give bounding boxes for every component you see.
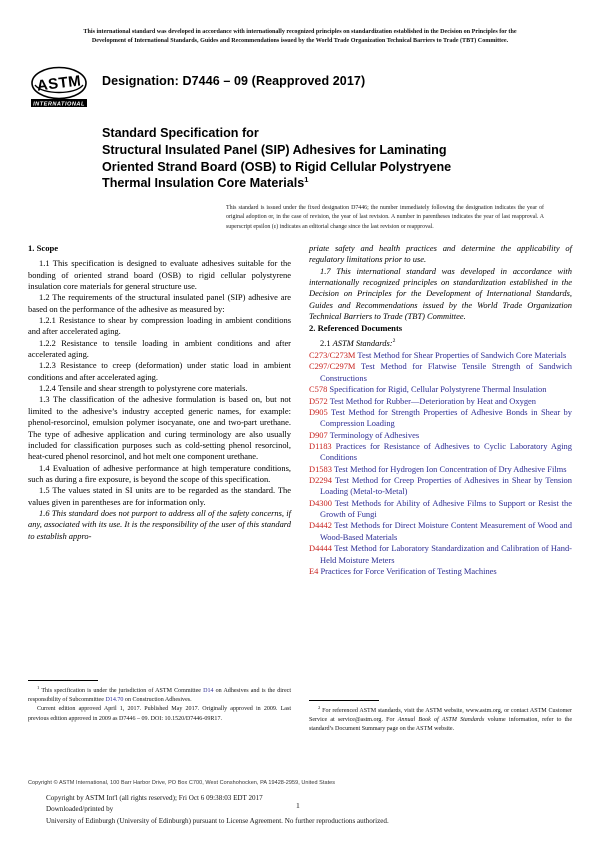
license-line-1: Copyright by ASTM Int'l (all rights reserved); Fri Oct 6 09:38:03 EDT 2017 [46, 794, 263, 802]
svg-text:ASTM: ASTM [35, 72, 83, 95]
footnote-edition-info: Current edition approved April 1, 2017. Published May 2017. Originally approved in 2009. Last previous edition approved in 2009 as D7446 – 09. DOI: 10.1520/D7446-09R17. [28, 706, 291, 722]
tbt-header-note [28, 28, 572, 46]
body-columns [28, 243, 572, 577]
referenced-standards-list [309, 350, 572, 577]
footnote-2-text-a: For referenced ASTM standards, visit the ASTM website, www.astm.org, or contact ASTM Customer Service at service@astm.org. For [309, 708, 572, 724]
paragraph-1-4: 1.4 Evaluation of adhesive performance at high temperature conditions, such as during a fire exposure, is beyond the scope of this specification. [28, 462, 291, 484]
title-line-3: Oriented Strand Board (OSB) to Rigid Cellular Polystryene [102, 159, 452, 174]
footnote-2 [309, 705, 572, 735]
tbt-note-line-2: Development of International Standards, Guides and Recommendations issued by the World Trade Organization Technical Barriers to Trade (TBT) Committee. [91, 38, 509, 45]
designation-label: Designation: D7446 – 09 (Reapproved 2017) [102, 74, 366, 89]
subsection-heading-astm-standards [309, 338, 572, 349]
list-item[interactable] [309, 441, 572, 464]
left-column [28, 243, 291, 577]
footnote-1-text-b: on Adhesives and is the direct responsibility of Subcommittee [28, 688, 291, 704]
standard-title: Test Method for Creep Properties of Adhesives in Shear by Tension Loading (Metal-to-Metal) [320, 475, 572, 497]
standard-designation[interactable]: D4300 [309, 497, 332, 508]
footnote-divider [28, 680, 98, 681]
paragraph-1-5: 1.5 The values stated in SI units are to be regarded as the standard. The values given in parentheses are for information only. [28, 485, 291, 507]
standard-designation[interactable]: D4444 [309, 543, 332, 554]
footnote-1-text-a: This specification is under the jurisdiction of ASTM Committee [41, 688, 204, 695]
paragraph-1-6: 1.6 This standard does not purport to address all of the safety concerns, if any, associated with its use. It is the responsibility of the user of this standard to establish appro- [28, 508, 291, 541]
subsection-number: 2.1 [320, 337, 333, 348]
list-item[interactable] [309, 350, 572, 361]
standard-title: Test Method for Rubber—Deterioration by Heat and Oxygen [329, 395, 537, 406]
list-item[interactable] [309, 475, 572, 498]
copyright-notice: Copyright © ASTM International, 100 Barr Harbor Drive, PO Box C700, West Conshohocken, PA 19428-2959, United States [28, 780, 336, 786]
footnote-2-text-b: volume information, refer to the standard’s Document Summary page on the ASTM website. [309, 717, 573, 733]
standard-designation[interactable]: D572 [309, 395, 328, 406]
list-item[interactable] [309, 407, 572, 430]
standard-issue-note: This standard is issued under the fixed designation D7446; the number immediately following the designation indicates the year of original adoption or, in the case of revision, the year of last revision. A number in parentheses indicates the year of last reapproval. A superscript epsilon (ε) indicates an editorial change since the last revision or reapproval. [226, 204, 544, 231]
paragraph-1-2-3: 1.2.3 Resistance to creep (deformation) under static load in ambient conditions and after accelerated aging. [28, 360, 291, 382]
standard-title: Test Methods for Direct Moisture Content Measurement of Wood and Wood-Based Materials [320, 520, 572, 542]
subcommittee-link[interactable]: D14.70 [105, 697, 124, 704]
paragraph-1-1: 1.1 This specification is designed to evaluate adhesives suitable for the bonding of oriented strand board (OSB) to rigid cellular polystyrene insulation core materials for general structure use. [28, 258, 291, 291]
footnote-1-text-c: on Construction Adhesives. [123, 697, 192, 704]
tbt-note-line-1: This international standard was developed in accordance with internationally recognized principles on standardization established in the Decision on Principles for the [83, 29, 517, 35]
standard-designation[interactable]: D2294 [309, 475, 332, 486]
paragraph-1-2-2: 1.2.2 Resistance to tensile loading in ambient conditions and after accelerated aging. [28, 337, 291, 360]
standard-designation[interactable]: D907 [309, 429, 328, 440]
standard-title: Test Method for Laboratory Standardization and Calibration of Hand-Held Moisture Meters [320, 543, 572, 565]
standard-designation[interactable]: D1583 [309, 463, 332, 474]
subsection-label: ASTM Standards: [332, 337, 393, 348]
standard-title: Test Method for Strength Properties of Adhesive Bonds in Shear by Compression Loading [320, 406, 572, 429]
list-item[interactable] [309, 566, 572, 577]
svg-text:INTERNATIONAL: INTERNATIONAL [33, 101, 85, 108]
paragraph-1-2-1: 1.2.1 Resistance to shear by compression loading in ambient conditions and after accelerated aging. [28, 314, 291, 337]
list-item[interactable] [309, 520, 572, 543]
title-line-1: Standard Specification for [102, 126, 259, 141]
list-item[interactable] [309, 543, 572, 566]
license-line-3: University of Edinburgh (University of Edinburgh) pursuant to License Agreement. No further reproductions authorized. [46, 816, 389, 825]
list-item[interactable] [309, 384, 572, 395]
standard-designation[interactable]: C273/C273M [309, 350, 356, 361]
right-column [309, 243, 572, 577]
committee-link[interactable]: D14 [203, 688, 214, 695]
title-line-4: Thermal Insulation Core Materials [102, 176, 305, 191]
standard-title: Practices for Resistance of Adhesives to Cyclic Laboratory Aging Conditions [320, 440, 572, 463]
astm-logo-mark [28, 65, 90, 109]
list-item[interactable] [309, 430, 572, 441]
standard-designation[interactable]: D905 [309, 406, 328, 417]
standard-title: Terminology of Adhesives [329, 429, 420, 440]
license-line-2: Downloaded/printed by [46, 805, 114, 814]
standard-designation[interactable]: C297/C297M [309, 361, 356, 372]
standard-designation[interactable]: D4442 [309, 520, 332, 531]
standard-designation[interactable]: C578 [309, 384, 328, 395]
right-footnote-block [309, 700, 572, 735]
title-line-2: Structural Insulated Panel (SIP) Adhesives for Laminating [102, 142, 447, 157]
standard-title: Test Method for Shear Properties of Sandwich Core Materials [357, 350, 567, 361]
license-block [46, 793, 566, 827]
astm-logo [28, 64, 90, 109]
title-footnote-marker: 1 [304, 175, 309, 185]
paragraph-1-7: 1.7 This international standard was developed in accordance with internationally recognized principles on standardization established in the Decision on Principles for the Development of International Standards, Guides and Recommendations issued by the World Trade Organization Technical Barriers to Trade (TBT) Committee. [309, 265, 572, 322]
footnote-1-marker: 1 [37, 685, 40, 690]
title-line-4-wrapper [102, 175, 572, 192]
annual-book-title: Annual Book of ASTM Standards [397, 717, 485, 724]
paragraph-1-3: 1.3 The classification of the adhesive formulation is based on, but not limited to the adhesive’s industry accepted generic names, for example: phenol-resorcinol, emulsion polymer isocyanate, one and two-part urethane. The type of adhesive application and curing terminology are also usually included for classification purposes such as cold-setting phenol resorcinol, heat-cured phenol resorcinol, and hot melt one component urethane. [28, 394, 291, 462]
standard-title: Test Method for Hydrogen Ion Concentration of Dry Adhesive Films [333, 463, 567, 474]
page-title [102, 125, 572, 192]
subsection-footnote-marker: 2 [392, 337, 396, 344]
list-item[interactable] [309, 396, 572, 407]
list-item[interactable] [309, 361, 572, 384]
footnote-1 [28, 685, 291, 705]
standard-title: Practices for Force Verification of Testing Machines [320, 565, 497, 576]
standard-title: Test Methods for Ability of Adhesive Films to Support or Resist the Growth of Fungi [320, 497, 572, 520]
designation-row [28, 64, 572, 109]
paragraph-1-2-4: 1.2.4 Tensile and shear strength to polystyrene core materials. [39, 383, 248, 394]
paragraph-1-6-continued: priate safety and health practices and determine the applicability of regulatory limitations prior to use. [309, 243, 572, 265]
list-item[interactable] [309, 498, 572, 521]
footnote-divider [309, 700, 379, 701]
standard-title: Test Method for Flatwise Tensile Strength of Sandwich Constructions [320, 361, 572, 383]
footnote-2-marker: 2 [318, 705, 321, 710]
standard-designation[interactable]: D1183 [309, 440, 332, 451]
paragraph-1-2: 1.2 The requirements of the structural insulated panel (SIP) adhesive are based on the performance of the adhesive as measured by: [28, 292, 291, 314]
section-heading-referenced-documents: 2. Referenced Documents [309, 322, 403, 333]
section-heading-scope: 1. Scope [28, 243, 59, 253]
list-item[interactable] [309, 464, 572, 475]
standard-designation[interactable]: E4 [309, 565, 319, 576]
standard-title: Specification for Rigid, Cellular Polystyrene Thermal Insulation [329, 384, 547, 395]
left-footnote-block [28, 680, 291, 724]
page-number: 1 [296, 801, 300, 810]
